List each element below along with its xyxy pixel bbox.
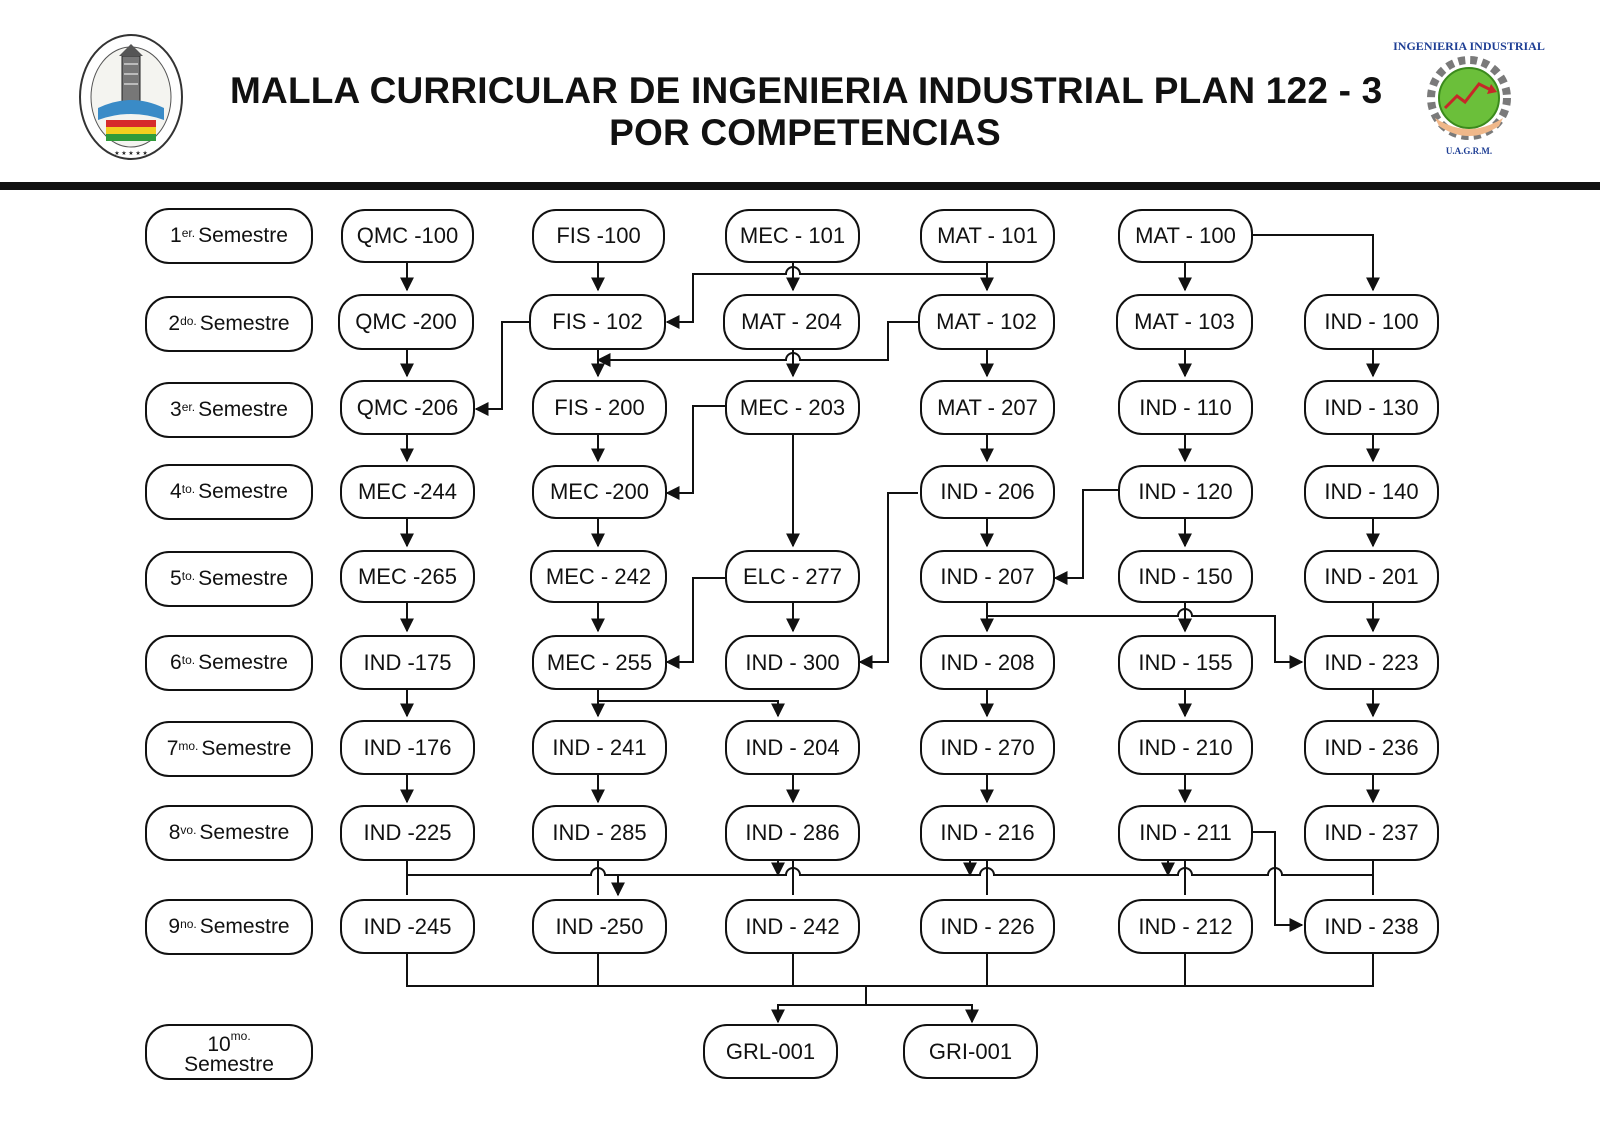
course-ind-241: IND - 241 [532,720,667,775]
course-gri-001: GRI-001 [903,1024,1038,1079]
course-ind-242: IND - 242 [725,899,860,954]
course-ind-206: IND - 206 [920,465,1055,519]
semester-label-6: 6 $^{to.}$ Semestre [145,635,313,691]
title-line-2: POR COMPETENCIAS [609,112,1001,153]
course-mat-103: MAT - 103 [1116,294,1253,350]
course-ind-285: IND - 285 [532,805,667,861]
course-mat-101: MAT - 101 [920,209,1055,263]
course-ind-236: IND - 236 [1304,720,1439,775]
course-mec-200: MEC -200 [532,465,667,519]
course-mec-265: MEC -265 [340,550,475,603]
course-ind-226: IND - 226 [920,899,1055,954]
course-ind-210: IND - 210 [1118,720,1253,775]
course-ind-130: IND - 130 [1304,380,1439,435]
course-mat-102: MAT - 102 [918,294,1055,350]
course-mec-255: MEC - 255 [532,635,667,690]
svg-text:INGENIERIA INDUSTRIAL: INGENIERIA INDUSTRIAL [1393,39,1545,53]
course-mec-203: MEC - 203 [725,380,860,435]
course-ind-216: IND - 216 [920,805,1055,861]
course-mat-100: MAT - 100 [1118,209,1253,263]
course-qmc-100: QMC -100 [341,209,474,263]
course-qmc-200: QMC -200 [338,294,474,350]
course-ind-211: IND - 211 [1118,805,1253,861]
course-mat-207: MAT - 207 [920,380,1055,435]
title-line-1: MALLA CURRICULAR DE INGENIERIA INDUSTRIAL PLAN 122 - 3 [230,70,1383,111]
course-ind-176: IND -176 [340,720,475,775]
course-ind-250: IND -250 [532,899,667,954]
course-ind-110: IND - 110 [1118,380,1253,435]
course-ind-245: IND -245 [340,899,475,954]
semester-label-9: 9 $^{no.}$ Semestre [145,899,313,955]
course-ind-300: IND - 300 [725,635,860,690]
semester-label-8: 8 $^{vo.}$ Semestre [145,805,313,861]
semester-label-5: 5 $^{to.}$ Semestre [145,551,313,607]
course-ind-238: IND - 238 [1304,899,1439,954]
semester-label-3: 3 $^{er.}$ Semestre [145,382,313,438]
course-ind-100: IND - 100 [1304,294,1439,350]
course-ind-120: IND - 120 [1118,465,1253,519]
svg-text:★ ★ ★ ★ ★: ★ ★ ★ ★ ★ [114,151,148,157]
course-ind-223: IND - 223 [1304,635,1439,690]
course-elc-277: ELC - 277 [725,550,860,603]
course-ind-140: IND - 140 [1304,465,1439,519]
course-ind-212: IND - 212 [1118,899,1253,954]
course-ind-225: IND -225 [340,805,475,861]
semester-label-7: 7 $^{mo.}$ Semestre [145,721,313,777]
course-ind-150: IND - 150 [1118,550,1253,603]
course-mec-101: MEC - 101 [725,209,860,263]
course-fis-102: FIS - 102 [529,294,666,350]
course-mec-242: MEC - 242 [530,550,667,603]
course-mat-204: MAT - 204 [723,294,860,350]
course-ind-204: IND - 204 [725,720,860,775]
course-ind-208: IND - 208 [920,635,1055,690]
course-ind-286: IND - 286 [725,805,860,861]
course-qmc-206: QMC -206 [340,380,475,435]
semester-label-2: 2 $^{do.}$ Semestre [145,296,313,352]
svg-text:U.A.G.R.M.: U.A.G.R.M. [1445,146,1493,156]
course-ind-207: IND - 207 [920,550,1055,603]
course-mec-244: MEC -244 [340,465,475,519]
semester-label-1: 1 $^{er.}$ Semestre [145,208,313,264]
course-grl-001: GRL-001 [703,1024,838,1079]
course-ind-201: IND - 201 [1304,550,1439,603]
course-ind-237: IND - 237 [1304,805,1439,861]
course-ind-155: IND - 155 [1118,635,1253,690]
course-ind-270: IND - 270 [920,720,1055,775]
course-fis-100: FIS -100 [532,209,665,263]
course-ind-175: IND -175 [340,635,475,690]
semester-label-10: $10^{mo.}$ Semestre [145,1024,313,1080]
course-fis-200: FIS - 200 [532,380,667,435]
semester-label-4: 4 $^{to.}$ Semestre [145,464,313,520]
